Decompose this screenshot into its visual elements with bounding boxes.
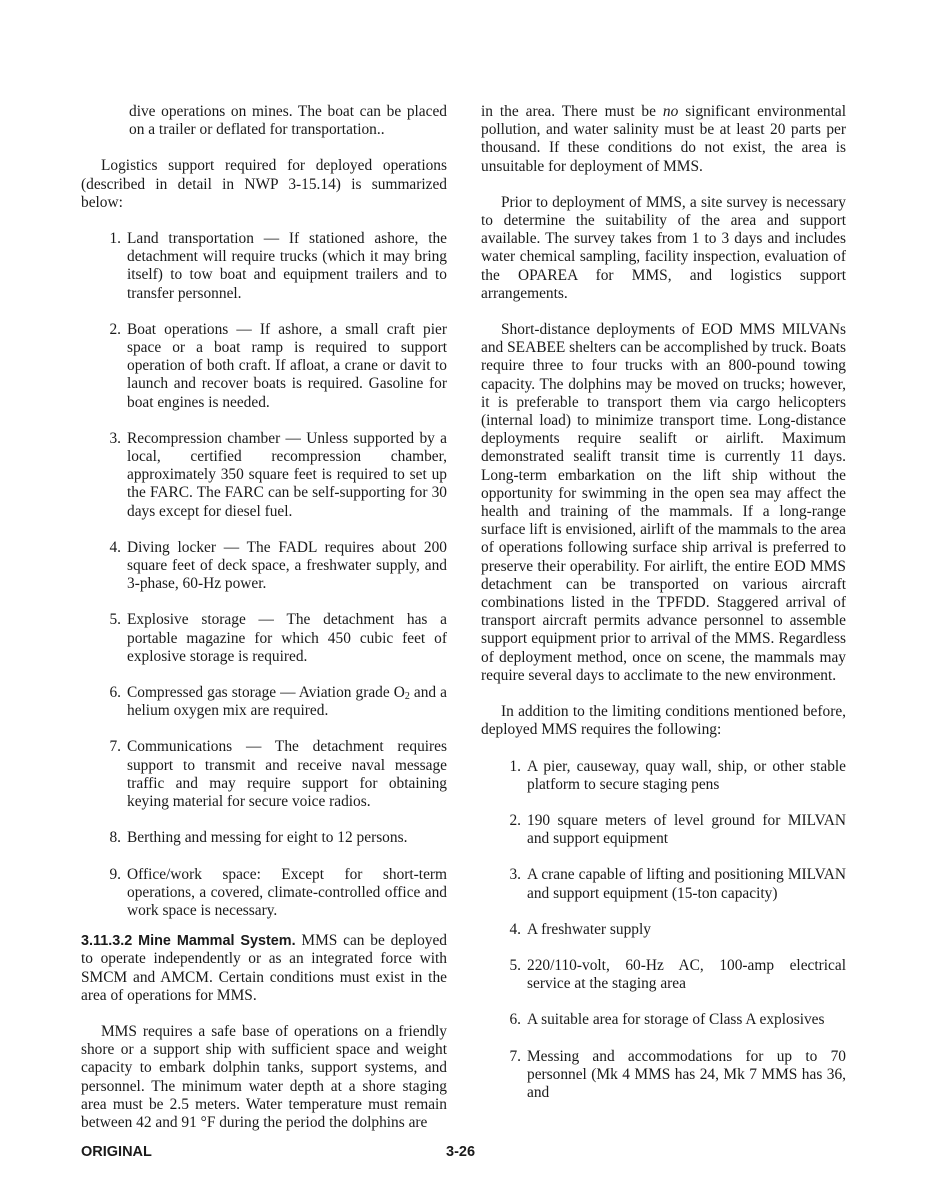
emphasis-text: no (662, 103, 679, 120)
list-number: 4. (109, 538, 121, 556)
list-text: 190 square meters of level ground for MILVAN and support equipment (527, 811, 846, 848)
list-text: 220/110-volt, 60-Hz AC, 100-amp electrical service at the staging area (527, 956, 846, 993)
site-survey-paragraph: Prior to deployment of MMS, a site survey is necessary to determine the suitability of the area and support available. The survey takes from 1 to 3 days and includes water chemical sampling, facility inspection, evaluation of the OPAREA for MMS, and logistics support arrangements. (481, 193, 846, 302)
list-item (481, 812, 846, 848)
list-text: Communications — The detachment requires support to transmit and receive naval message traffic and may require support for obtaining keying material for secure voice radios. (127, 738, 447, 811)
logistics-list (81, 230, 447, 920)
section-text: MMS can be deployed to operate independently or as an integrated force with SMCM and AMCM. Certain conditions must exist in the area of operations for MMS. (81, 932, 447, 1004)
list-number: 8. (109, 829, 121, 847)
list-item (81, 539, 447, 594)
list-text: Recompression chamber — Unless supported by a local, certified recompression chamber, approximately 350 square feet is required to set up the FARC. The FARC can be self-supporting for 30 days except for diesel fuel. (127, 429, 447, 520)
list-item (481, 1048, 846, 1103)
list-text: Office/work space: Except for short-term operations, a covered, climate-controlled office and work space is necessary. (127, 865, 447, 919)
list-number: 1. (109, 230, 121, 248)
list-text: Explosive storage — The detachment has a portable magazine for which 450 cubic feet of explosive storage is required. (127, 611, 447, 665)
continuation-paragraph (481, 103, 846, 176)
list-item (481, 1011, 846, 1029)
list-number: 9. (109, 865, 121, 883)
list-item (81, 321, 447, 412)
list-number: 5. (109, 611, 121, 629)
list-text (127, 684, 447, 720)
list-text: Boat operations — If ashore, a small craft pier space or a boat ramp is required to support operation of both craft. If afloat, a crane or davit to launch and recover boats is required. Gasoline for boat engines is needed. (127, 320, 447, 411)
list-text: A freshwater supply (527, 920, 651, 938)
section-heading: 3.11.3.2 Mine Mammal System. (81, 933, 296, 950)
list-number: 2. (509, 811, 521, 829)
list-text-part: Compressed gas storage — Aviation grade O (127, 684, 405, 702)
list-item (81, 230, 447, 303)
footer-original-label: ORIGINAL (81, 1144, 152, 1160)
list-item (481, 758, 846, 794)
list-number: 3. (509, 866, 521, 884)
text-part: in the area. There must be (481, 103, 663, 120)
page-number: 3-26 (446, 1144, 476, 1160)
text-part: significant environmental pollution, and water salinity must be at least 20 parts per thousand. If these conditions do not exist, the area is unsuitable for deployment of MMS. (481, 103, 847, 175)
list-item (81, 738, 447, 811)
list-number: 6. (509, 1011, 521, 1029)
list-item (81, 829, 447, 847)
list-item (481, 957, 846, 993)
logistics-intro-paragraph: Logistics support required for deployed operations (described in detail in NWP 3-15.14) is summarized below: (81, 157, 447, 211)
list-item (81, 684, 447, 720)
right-column (481, 103, 846, 1102)
list-item (81, 866, 447, 921)
list-item (81, 611, 447, 666)
mms-requirements-paragraph: MMS requires a safe base of operations on a friendly shore or a support ship with sufficient space and weight capacity to embark dolphin tanks, support systems, and personnel. The minimum water depth at a shore staging area must be 2.5 meters. Water temperature must remain between 42 and 91 °F during the period the dolphins are (81, 1022, 447, 1131)
list-text: Land transportation — If stationed ashore, the detachment will require trucks (which it may bring itself) to tow boat and equipment trailers and to transfer personnel. (127, 230, 447, 302)
list-number: 7. (109, 738, 121, 756)
list-text: Berthing and messing for eight to 12 persons. (127, 829, 408, 847)
list-number: 4. (509, 920, 521, 938)
list-item (481, 921, 846, 939)
list-text: A crane capable of lifting and positioning MILVAN and support equipment (15-ton capacity) (527, 866, 846, 902)
list-number: 6. (109, 684, 121, 702)
list-item (81, 430, 447, 521)
left-column (81, 103, 447, 1132)
section-paragraph (81, 932, 447, 1005)
list-text: Diving locker — The FADL requires about 200 square feet of deck space, a freshwater supply, and 3-phase, 60-Hz power. (127, 538, 447, 593)
list-text: A pier, causeway, quay wall, ship, or other stable platform to secure staging pens (527, 757, 846, 793)
requirements-intro-paragraph: In addition to the limiting conditions mentioned before, deployed MMS requires the following: (481, 703, 846, 739)
list-number: 7. (509, 1047, 521, 1065)
list-number: 5. (509, 956, 521, 974)
list-text: Messing and accommodations for up to 70 personnel (Mk 4 MMS has 24, Mk 7 MMS has 36, and (527, 1047, 846, 1101)
subscript: 2 (404, 691, 410, 703)
requirements-list (481, 758, 846, 1103)
list-number: 1. (509, 757, 521, 775)
deployment-paragraph: Short-distance deployments of EOD MMS MILVANs and SEABEE shelters can be accomplished by truck. Boats require three to four trucks with an 800-pound towing capacity. The dolphins may be moved on trucks; however, it is preferable to transport them via cargo helicopters (internal load) to minimize transport time. Long-distance deployments require sealift or airlift. Maximum demonstrated sealift transit time is currently 11 days. Long-term embarkation on the lift ship without the opportunity for swimming in the open sea may affect the health and training of the mammals. If a long-range surface lift is envisioned, airlift of the mammals to the area of operations following surface ship arrival is preferred to preserve their operability. For airlift, the entire EOD MMS detachment can be transported on various aircraft combinations listed in the TPFDD. Staggered arrival of transport aircraft permits advance personnel to assemble support equipment prior to arrival of the MMS. Regardless of deployment method, once on scene, the mammals may require several days to acclimate to the new environment. (481, 321, 846, 684)
list-text: A suitable area for storage of Class A explosives (527, 1011, 825, 1029)
list-text-part: and a helium oxygen mix are required. (127, 684, 447, 720)
list-number: 2. (109, 320, 121, 338)
continuation-paragraph: dive operations on mines. The boat can be placed on a trailer or deflated for transportation.. (129, 103, 447, 139)
list-item (481, 866, 846, 902)
list-number: 3. (109, 429, 121, 447)
